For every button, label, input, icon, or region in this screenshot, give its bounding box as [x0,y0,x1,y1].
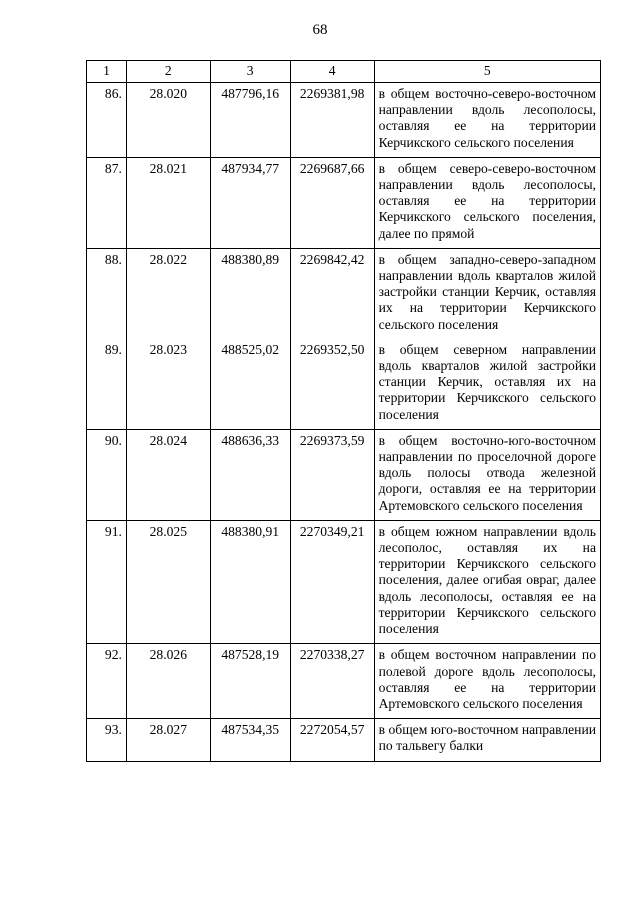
point-id: 28.027 [126,719,210,761]
boundary-description: в общем западно-северо-западном направлении вдоль кварталов жилой застройки станции Керчик, оставляя их на территории Керчикского сельского поселения [374,248,600,339]
header-col-3: 3 [210,61,290,83]
header-col-4: 4 [290,61,374,83]
coordinate-x: 487796,16 [210,83,290,158]
coordinate-x: 487528,19 [210,644,290,719]
coordinate-x: 487934,77 [210,157,290,248]
boundary-description: в общем северо-северо-восточном направлении вдоль лесополосы, оставляя ее на территории Керчикского сельского поселения, далее по прямой [374,157,600,248]
point-id: 28.022 [126,248,210,339]
point-id: 28.024 [126,429,210,520]
row-number: 92. [87,644,127,719]
row-number: 91. [87,520,127,643]
point-id: 28.026 [126,644,210,719]
coordinate-x: 488525,02 [210,339,290,430]
point-id: 28.020 [126,83,210,158]
point-id: 28.025 [126,520,210,643]
table-row [87,248,601,339]
coordinate-y: 2269352,50 [290,339,374,430]
point-id: 28.023 [126,339,210,430]
coordinate-y: 2269687,66 [290,157,374,248]
boundary-description: в общем южном направлении вдоль лесополос, оставляя их на территории Керчикского сельского поселения, далее огибая овраг, далее вдоль лесополосы, оставляя ее на территории Керчикского сельского поселения [374,520,600,643]
header-col-5: 5 [374,61,600,83]
table-row [87,644,601,719]
row-number: 86. [87,83,127,158]
table-row [87,157,601,248]
page-number: 68 [312,22,328,38]
header-col-2: 2 [126,61,210,83]
boundary-description: в общем восточно-юго-восточном направлении по проселочной дороге вдоль полосы отвода железной дороги, оставляя ее на территории Артемовского сельского поселения [374,429,600,520]
coordinate-x: 487534,35 [210,719,290,761]
coordinate-y: 2269373,59 [290,429,374,520]
coordinate-y: 2272054,57 [290,719,374,761]
coordinate-y: 2270349,21 [290,520,374,643]
table-row [87,339,601,430]
coordinate-y: 2269842,42 [290,248,374,339]
coordinate-x: 488380,89 [210,248,290,339]
boundary-description: в общем северном направлении вдоль кварталов жилой застройки станции Керчик, оставляя их на территории Керчикского сельского поселения [374,339,600,430]
coordinate-y: 2270338,27 [290,644,374,719]
row-number: 93. [87,719,127,761]
table-header-row [87,61,601,83]
boundary-description: в общем юго-восточном направлении по тальвегу балки [374,719,600,761]
coordinate-x: 488636,33 [210,429,290,520]
point-id: 28.021 [126,157,210,248]
header-col-1: 1 [87,61,127,83]
boundary-points-table [86,60,601,762]
coordinate-y: 2269381,98 [290,83,374,158]
boundary-description: в общем восточном направлении по полевой дороге вдоль лесополосы, оставляя ее на территории Артемовского сельского поселения [374,644,600,719]
coordinate-x: 488380,91 [210,520,290,643]
boundary-description: в общем восточно-северо-восточном направлении вдоль лесополосы, оставляя ее на территории Керчикского сельского поселения [374,83,600,158]
table-row [87,719,601,761]
table-row [87,520,601,643]
row-number: 90. [87,429,127,520]
table-row [87,83,601,158]
table-row [87,429,601,520]
row-number: 87. [87,157,127,248]
row-number: 89. [87,339,127,430]
row-number: 88. [87,248,127,339]
